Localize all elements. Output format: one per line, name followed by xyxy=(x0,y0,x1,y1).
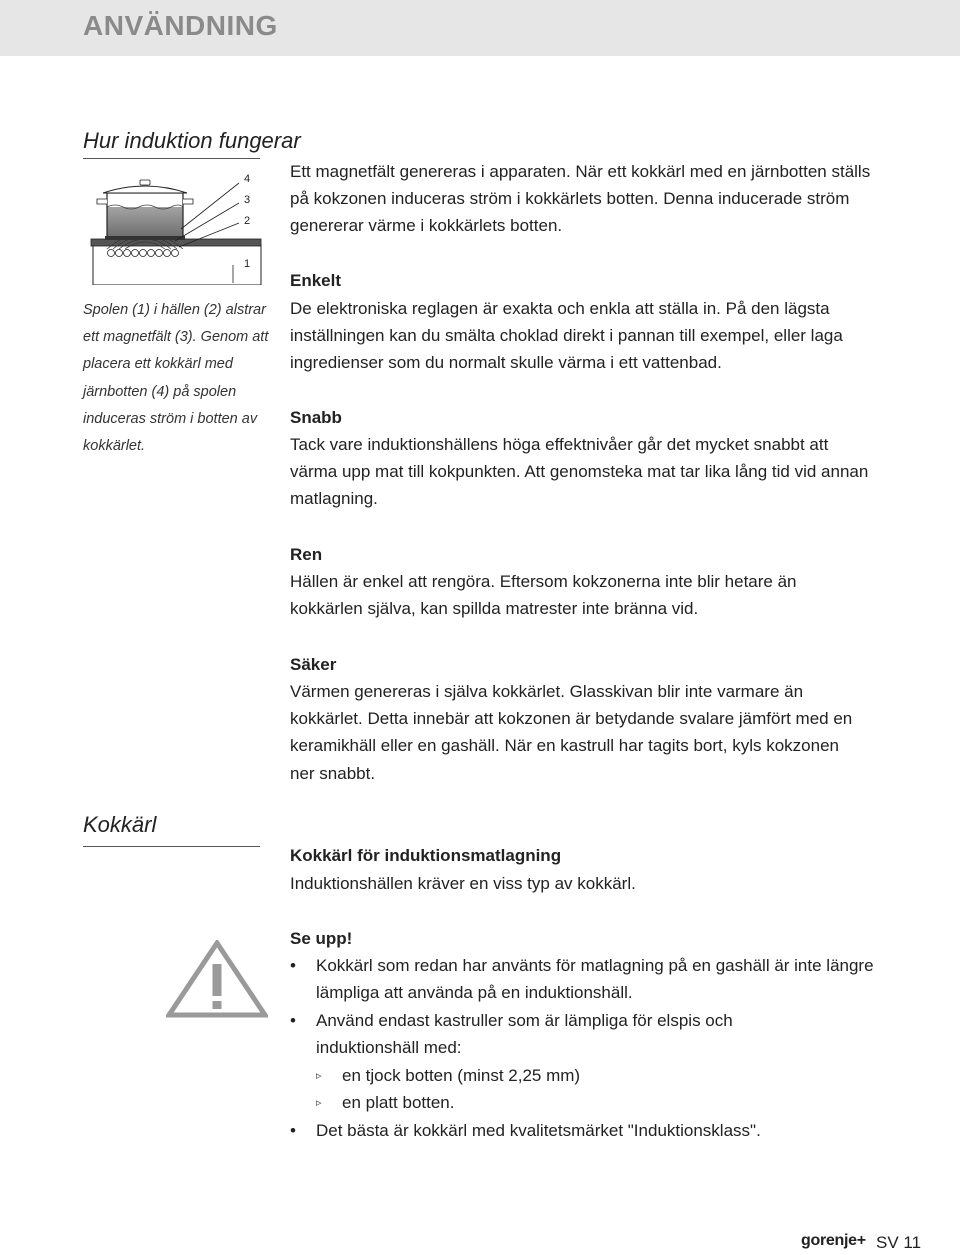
figure-label-3: 3 xyxy=(244,194,251,206)
section-title-kokkarl: Kokkärl xyxy=(83,812,157,837)
section-title-induction: Hur induktion fungerar xyxy=(83,128,301,153)
figure-label-4: 4 xyxy=(244,173,251,185)
sub-bullet-marker: ▹ xyxy=(316,1097,322,1109)
intro-text: Ett magnetfält genereras i apparaten. När ett kokkärl med en järnbotten ställs på kokzonen induceras ström i kokkärlets botten. Denna inducerade ström genererar värme i kokkärlets botten. xyxy=(290,162,871,236)
section-divider xyxy=(83,158,260,159)
brand-logo: gorenje+ xyxy=(801,1232,866,1249)
heading-snabb: Snabb xyxy=(290,408,342,427)
list-item xyxy=(316,1062,580,1089)
bullet-text: Kokkärl som redan har använts för matlagning på en gashäll är inte längre lämpliga att använda på en induktionshäll. xyxy=(316,956,874,1003)
text-ren: Hällen är enkel att rengöra. Eftersom kokzonerna inte blir hetare än kokkärlen själva, kan spillda matrester inte bränna vid. xyxy=(290,572,797,619)
bullet-marker: • xyxy=(290,1011,296,1030)
bullet-marker: • xyxy=(290,1121,296,1140)
list-item xyxy=(290,1007,810,1062)
heading-saker: Säker xyxy=(290,655,337,674)
heading-ren: Ren xyxy=(290,545,323,564)
sub-bullet-text: en platt botten. xyxy=(342,1093,455,1112)
page-number: SV 11 xyxy=(876,1233,922,1252)
heading-enkelt: Enkelt xyxy=(290,271,342,290)
heading-kokkarl-induktion: Kokkärl för induktionsmatlagning xyxy=(290,846,562,865)
sub-bullet-marker: ▹ xyxy=(316,1070,322,1082)
page-title: ANVÄNDNING xyxy=(83,10,278,41)
section-divider xyxy=(83,846,260,847)
induction-diagram xyxy=(83,165,263,285)
header-bar xyxy=(0,0,960,56)
text-saker: Värmen genereras i själva kokkärlet. Glasskivan blir inte varmare än kokkärlet. Detta innebär att kokzonen är betydande svalare jämfört med en keramikhäll eller en gashäll. När en kastrull har tagits bort, kyls kokzonen ner snabbt. xyxy=(290,682,853,783)
figure-label-2: 2 xyxy=(244,215,251,227)
heading-se-upp: Se upp! xyxy=(290,929,353,948)
list-item xyxy=(290,1117,910,1144)
bullet-marker: • xyxy=(290,956,296,975)
list-item xyxy=(316,1089,454,1116)
bullet-text: Det bästa är kokkärl med kvalitetsmärket "Induktionsklass". xyxy=(316,1121,761,1140)
text-enkelt: De elektroniska reglagen är exakta och enkla att ställa in. På den lägsta inställningen kan du smälta choklad direkt i pannan till exempel, eller laga ingredienser som du normalt skulle värma i ett vattenbad. xyxy=(290,299,843,373)
text-kokkarl-induktion: Induktionshällen kräver en viss typ av kokkärl. xyxy=(290,874,636,893)
figure-label-1: 1 xyxy=(244,258,251,270)
figure-caption: Spolen (1) i hällen (2) alstrar ett magnetfält (3). Genom att placera ett kokkärl med järnbotten (4) på spolen induceras ström i botten av kokkärlet. xyxy=(83,302,269,455)
text-snabb: Tack vare induktionshällens höga effektnivåer går det mycket snabbt att värma upp mat till kokpunkten. Att genomsteka mat tar lika lång tid vid annan matlagning. xyxy=(290,435,869,509)
list-item xyxy=(290,952,890,1007)
sub-bullet-text: en tjock botten (minst 2,25 mm) xyxy=(342,1066,581,1085)
warning-icon xyxy=(166,940,268,1018)
bullet-text: Använd endast kastruller som är lämpliga för elspis och induktionshäll med: xyxy=(316,1011,733,1058)
